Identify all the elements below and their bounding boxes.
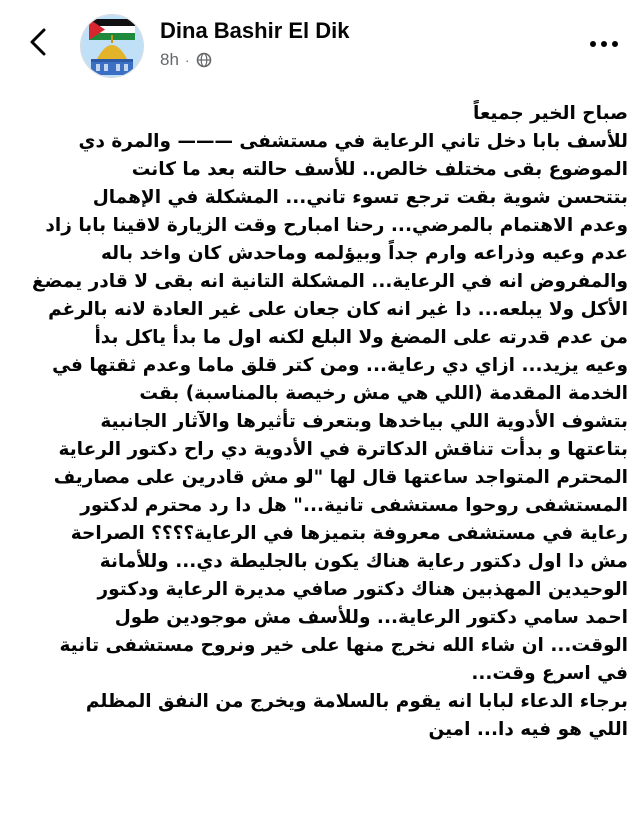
post-line: الوحيدين المهذبين هناك دكتور صافي مديرة الرعاية ودكتور [97, 579, 628, 600]
post-meta [160, 50, 212, 70]
post-line: بتشوف الأدوية اللي بياخدها وبتعرف تأثيرها والآثار الجانبية [100, 411, 628, 432]
post-header [0, 0, 640, 90]
chevron-left-icon [27, 27, 49, 57]
post-line: بتتحسن شوية بقت ترجع تسوء تاني... المشكلة في الإهمال [92, 187, 628, 208]
post-line: مش دا اول دكتور رعاية هناك يكون بالجليطة دي... وللأمانة [99, 551, 628, 572]
meta-separator: · [184, 52, 190, 68]
post-line: رعاية في مستشفى معروفة بتميزها في الرعاية؟؟؟؟ الصراحة [70, 523, 628, 544]
post-line: في اسرع وقت... [471, 663, 628, 684]
post-line: من عدم قدرته على المضغ ولا البلع لكنه اول ما بدأ ياكل بدأ [94, 327, 628, 348]
post-line: اللي هو فيه دا... امين [428, 719, 628, 740]
post-line: الأكل ولا يبلعه... دا غير انه كان جعان على غير العادة لانه بالرغم [48, 299, 628, 320]
back-button[interactable] [18, 20, 58, 64]
more-horizontal-icon [589, 40, 619, 48]
timestamp[interactable]: 8h [160, 50, 179, 69]
more-options-button[interactable] [582, 24, 626, 64]
post-text [14, 100, 628, 823]
post-line: احمد سامي دكتور الرعاية... وللأسف مش موجودين طول [114, 607, 628, 628]
post-line: الوقت... ان شاء الله نخرج منها على خير ونروح مستشفى تانية [59, 635, 628, 656]
post-line: وعدم الاهتمام بالمرضي... رحنا امبارح وقت الزيارة لاقينا بابا زاد [45, 215, 628, 236]
post-line: بتاعتها و بدأت تناقش الدكاترة في الأدوية دي راح دكتور الرعاية [58, 439, 628, 460]
post-line: للأسف بابا دخل تاني الرعاية في مستشفى ——— والمرة دي [78, 131, 628, 152]
globe-icon[interactable] [196, 52, 212, 68]
post-line: والمفروض انه في الرعاية... المشكلة التانية انه بقى لا قادر يمضغ [31, 271, 628, 292]
post-line: عدم وعيه وذراعه وارم جداً وبيؤلمه وماحدش كان واخد باله [100, 243, 628, 264]
post-line: وعيه يزيد... ازاي دي رعاية... ومن كتر قلق ماما وعدم ثقتها في [52, 355, 628, 376]
post-line: الخدمة المقدمة (اللي هي مش رخيصة بالمناسبة) بقت [139, 383, 628, 404]
post-line: صباح الخير جميعاً [473, 103, 628, 124]
post-line: الموضوع بقى مختلف خالص.. للأسف حالته بعد ما كانت [131, 159, 628, 180]
avatar[interactable] [80, 14, 144, 78]
post-line: المحترم المتواجد ساعتها قال لها "لو مش قادرين على مصاريف [53, 467, 628, 488]
author-name[interactable]: Dina Bashir El Dik [160, 18, 350, 43]
post-line: المستشفى روحوا مستشفى تانية..." هل دا رد محترم لدكتور [80, 495, 628, 516]
dome-of-the-rock-icon [81, 15, 143, 77]
post-line: برجاء الدعاء لبابا انه يقوم بالسلامة ويخرج من النفق المظلم [85, 691, 628, 712]
